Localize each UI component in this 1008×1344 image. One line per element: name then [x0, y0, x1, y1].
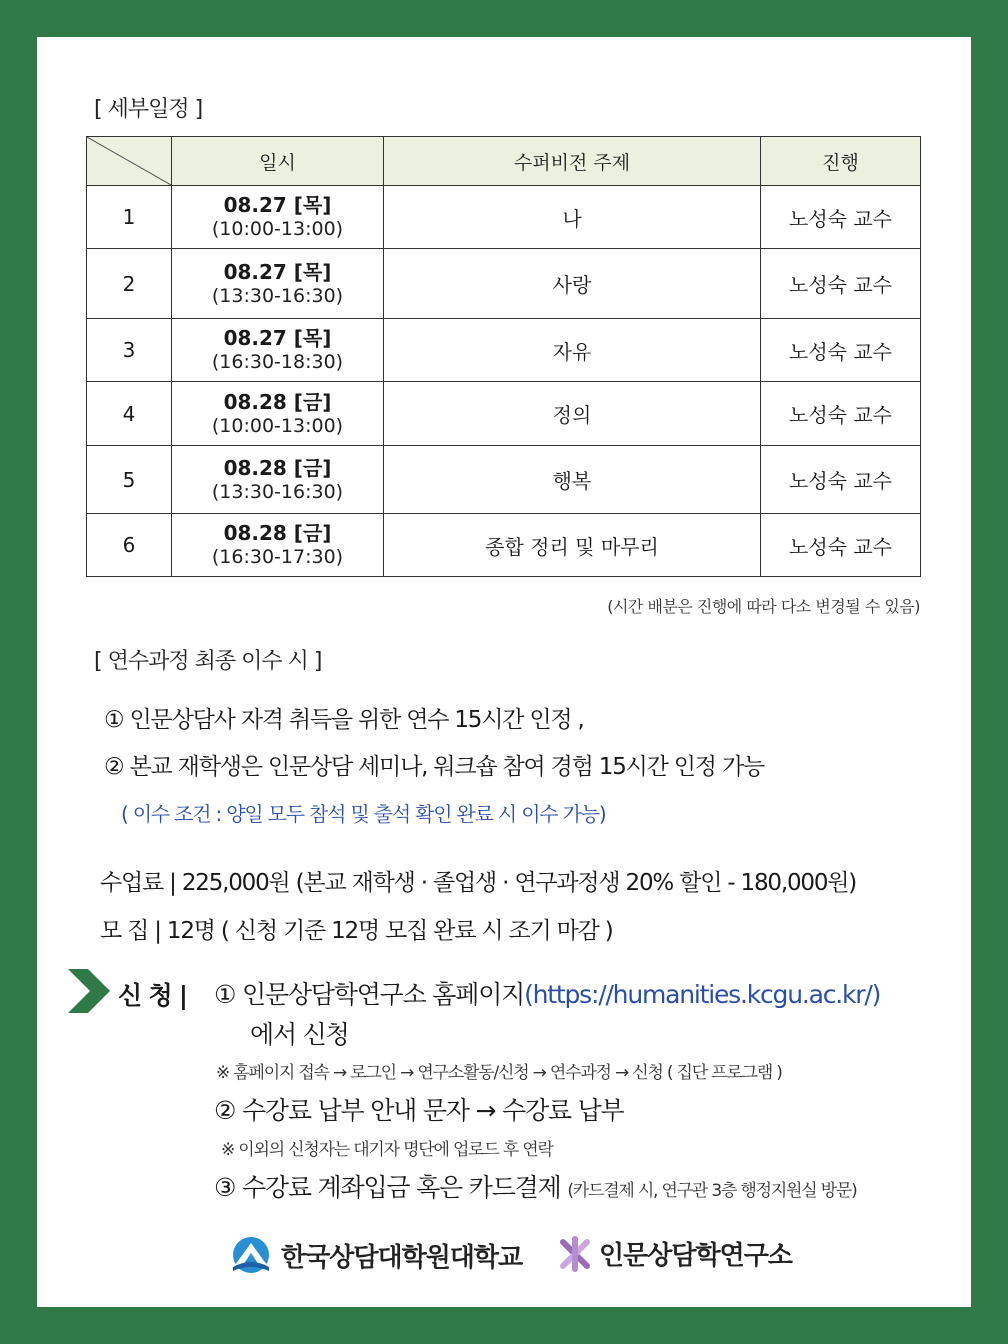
completion-title: [ 연수과정 최종 이수 시 ]: [94, 649, 322, 674]
institute-name: 인문상담학연구소: [599, 1241, 792, 1271]
table-row: [87, 382, 921, 446]
session-date: 08.27 [목]: [223, 326, 332, 350]
session-time: (16:30-17:30): [211, 546, 344, 568]
session-number: 2: [87, 249, 172, 319]
session-leader: 노성숙 교수: [761, 382, 921, 446]
session-leader: 노성숙 교수: [761, 514, 921, 577]
session-date: 08.27 [목]: [223, 193, 332, 217]
header-datetime: 일시: [172, 137, 384, 186]
apply-label: 신 청 |: [118, 981, 187, 1010]
session-date: 08.28 [금]: [223, 521, 332, 545]
apply-step-1-suffix: 에서 신청: [250, 1020, 349, 1049]
session-topic: 종합 정리 및 마무리: [384, 514, 761, 577]
university-logo: [227, 1235, 522, 1275]
institute-emblem-icon: [557, 1236, 593, 1272]
session-time: (13:30-16:30): [211, 284, 344, 307]
poster-page: [37, 37, 971, 1307]
header-topic: 수퍼비전 주제: [384, 137, 761, 186]
chevron-right-icon: [64, 967, 112, 1015]
session-number: 3: [87, 319, 172, 382]
schedule-title: [ 세부일정 ]: [94, 97, 203, 122]
university-emblem-icon: [227, 1235, 275, 1275]
header-leader: 진행: [761, 137, 921, 186]
corner-cell: [87, 137, 172, 186]
apply-step-3: [214, 1168, 857, 1204]
session-date: 08.28 [금]: [223, 455, 332, 480]
completion-item-2: ② 본교 재학생은 인문상담 세미나, 워크숍 참여 경험 15시간 인정 가능: [104, 754, 764, 780]
apply-step-3-text: ③ 수강료 계좌입금 혹은 카드결제: [214, 1173, 561, 1202]
recruit-line: 모 집 | 12명 ( 신청 기준 12명 모집 완료 시 조기 마감 ): [100, 918, 613, 944]
session-number: 6: [87, 514, 172, 577]
session-time: (16:30-18:30): [211, 351, 344, 373]
table-row: [87, 186, 921, 249]
table-row: [87, 249, 921, 319]
session-leader: 노성숙 교수: [761, 446, 921, 514]
session-leader: 노성숙 교수: [761, 249, 921, 319]
table-header-row: [87, 137, 921, 186]
session-topic: 사랑: [384, 249, 761, 319]
institute-logo: [557, 1235, 792, 1272]
apply-step-3-note: (카드결제 시, 연구관 3층 행정지원실 방문): [567, 1181, 857, 1201]
university-name: 한국상담대학원대학교: [281, 1242, 523, 1273]
table-row: [87, 446, 921, 514]
session-datetime: [172, 249, 384, 319]
session-topic: 자유: [384, 319, 761, 382]
session-number: 4: [87, 382, 172, 446]
table-row: [87, 319, 921, 382]
session-number: 1: [87, 186, 172, 249]
table-row: [87, 514, 921, 577]
schedule-table: [86, 136, 921, 577]
session-topic: 행복: [384, 446, 761, 514]
session-time: (10:00-13:00): [211, 218, 344, 240]
session-leader: 노성숙 교수: [761, 319, 921, 382]
session-datetime: [172, 382, 384, 446]
session-leader: 노성숙 교수: [761, 186, 921, 249]
apply-step-1: [214, 975, 880, 1011]
session-number: 5: [87, 446, 172, 514]
apply-step-2: ② 수강료 납부 안내 문자 → 수강료 납부: [214, 1096, 624, 1125]
session-datetime: [172, 319, 384, 382]
session-topic: 나: [384, 186, 761, 249]
diagonal-line-icon: [87, 137, 171, 185]
session-datetime: [172, 446, 384, 514]
completion-condition: ( 이수 조건 : 양일 모두 참석 및 출석 확인 완료 시 이수 가능): [121, 802, 606, 826]
completion-item-1: ① 인문상담사 자격 취득을 위한 연수 15시간 인정 ,: [104, 707, 584, 733]
schedule-note: (시간 배분은 진행에 따라 다소 변경될 수 있음): [607, 597, 920, 616]
apply-step-2-note: ※ 이외의 신청자는 대기자 명단에 업로드 후 연락: [221, 1140, 553, 1160]
apply-step-1-note: ※ 홈페이지 접속 → 로그인 → 연구소활동/신청 → 연수과정 → 신청 ( 집단 프로그램 ): [216, 1063, 782, 1083]
session-datetime: [172, 186, 384, 249]
session-time: (13:30-16:30): [211, 480, 344, 503]
session-datetime: [172, 514, 384, 577]
session-topic: 정의: [384, 382, 761, 446]
session-date: 08.28 [금]: [223, 389, 332, 414]
session-time: (10:00-13:00): [211, 414, 344, 437]
session-date: 08.27 [목]: [223, 259, 332, 284]
apply-step-1-prefix: ① 인문상담학연구소 홈페이지: [214, 980, 525, 1009]
homepage-link[interactable]: (https://humanities.kcgu.ac.kr/): [524, 980, 881, 1009]
fee-line: 수업료 | 225,000원 (본교 재학생 · 졸업생 · 연구과정생 20% 할인 - 180,000원): [100, 870, 857, 896]
